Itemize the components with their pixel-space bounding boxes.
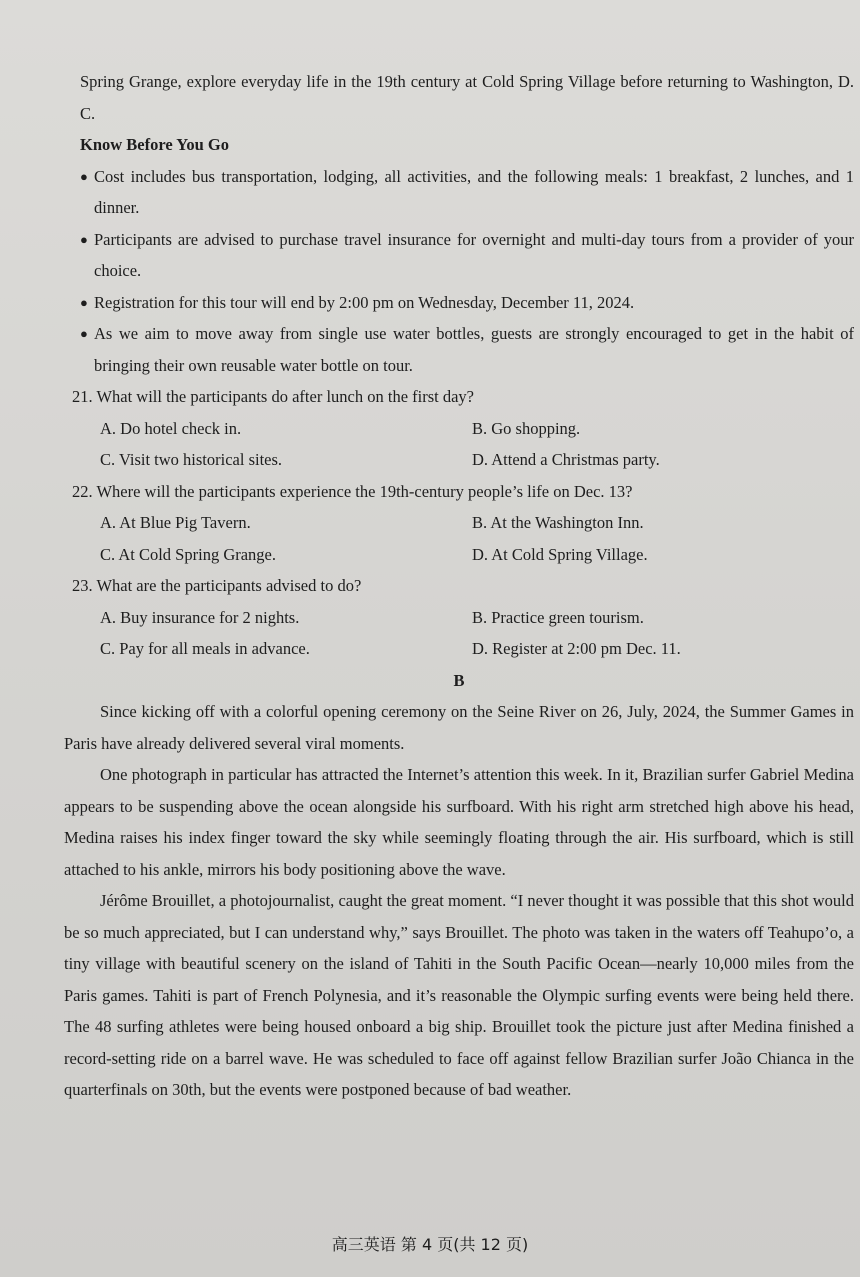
bullet-item <box>64 318 854 381</box>
bullet-text: Registration for this tour will end by 2:00 pm on Wednesday, December 11, 2024. <box>94 292 635 312</box>
bullet-dot-icon: ● <box>80 294 88 310</box>
option-c: C. Pay for all meals in advance. <box>100 639 310 658</box>
question-21-options <box>64 413 854 476</box>
bullet-item <box>64 161 854 224</box>
passage-b-paragraph-1: Since kicking off with a colorful opening ceremony on the Seine River on 26, July, 2024, the Summer Games in Paris have already delivered several viral moments. <box>64 702 854 753</box>
bullet-dot-icon: ● <box>80 326 88 341</box>
option-a: A. At Blue Pig Tavern. <box>100 513 251 532</box>
option-a: A. Do hotel check in. <box>100 418 242 438</box>
bullet-dot-icon: ● <box>80 231 88 247</box>
bullet-text: As we aim to move away from single use water bottles, guests are strongly encouraged to get in the habit of bringing their own reusable water bottle on tour. <box>94 324 854 375</box>
question-23: 23. What are the participants advised to do? <box>72 576 362 595</box>
section-b-label: B <box>453 670 465 690</box>
option-b: B. At the Washington Inn. <box>472 513 644 532</box>
bullet-dot-icon: ● <box>80 168 88 184</box>
option-d: D. Attend a Christmas party. <box>472 450 660 469</box>
option-c: C. At Cold Spring Grange. <box>100 544 276 564</box>
question-23-options <box>64 602 854 665</box>
question-22-options <box>64 507 854 570</box>
option-c: C. Visit two historical sites. <box>100 450 283 469</box>
know-before-heading: Know Before You Go <box>80 135 229 154</box>
bullet-text: Cost includes bus transportation, lodging, all activities, and the following meals: 1 breakfast, 2 lunches, and 1 dinner. <box>94 166 854 217</box>
page-content <box>64 66 854 1106</box>
option-b: B. Go shopping. <box>472 418 581 438</box>
intro-continuation: Spring Grange, explore everyday life in the 19th century at Cold Spring Village before returning to Washington, D. C. <box>80 72 854 123</box>
option-d: D. Register at 2:00 pm Dec. 11. <box>472 639 681 658</box>
passage-b-paragraph-3: Jérôme Brouillet, a photojournalist, caught the great moment. “I never thought it was possible that this shot would be so much appreciated, but I can understand why,” says Brouillet. The photo was taken in the waters off Teahupo’o, a tiny village with beautiful scenery on the island of Tahiti in the South Pacific Ocean—nearly 10,000 miles from the Paris games. Tahiti is part of French Polynesia, and it’s reasonable the Olympic surfing events were being held there. The 48 surfing athletes were being housed onboard a big ship. Brouillet took the picture just after Medina finished a record-setting ride on a barrel wave. He was scheduled to face off against fellow Brazilian surfer João Chianca in the quarterfinals on 30th, but the events were postponed because of bad weather. <box>64 891 854 1099</box>
bullet-text: Participants are advised to purchase travel insurance for overnight and multi-day tours from a provider of your choice. <box>94 229 854 280</box>
bullet-item <box>64 224 854 287</box>
passage-b-paragraph-2: One photograph in particular has attracted the Internet’s attention this week. In it, Brazilian surfer Gabriel Medina appears to be suspending above the ocean alongside his surfboard. With his right arm stretched high above his head, Medina raises his index finger toward the sky while seemingly floating through the air. His surfboard, which is still attached to his ankle, mirrors his body positioning above the wave. <box>64 765 854 879</box>
option-a: A. Buy insurance for 2 nights. <box>100 607 300 627</box>
question-21: 21. What will the participants do after lunch on the first day? <box>72 387 474 406</box>
bullet-item <box>64 287 854 319</box>
question-22: 22. Where will the participants experience the 19th-century people’s life on Dec. 13? <box>72 481 633 501</box>
page-footer: 高三英语 第 4 页(共 12 页) <box>331 1235 529 1254</box>
option-d: D. At Cold Spring Village. <box>472 544 648 564</box>
option-b: B. Practice green tourism. <box>472 607 644 627</box>
